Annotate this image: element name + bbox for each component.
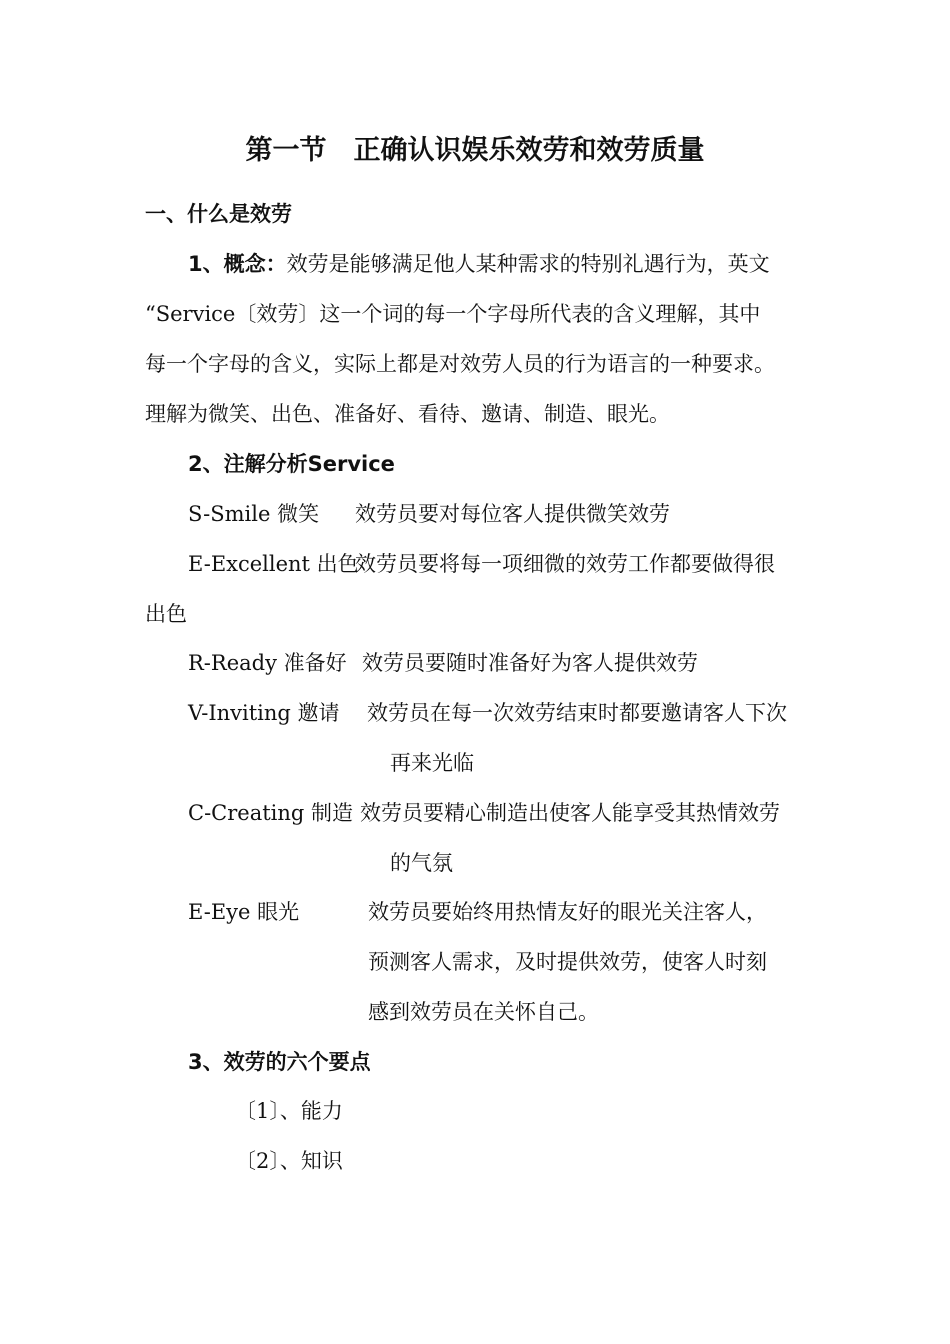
point-item: 〔2〕、知识 [235, 1149, 343, 1173]
term-def-creating: 效劳员要精心制造出使客人能享受其热情效劳 [360, 801, 780, 825]
term-def-inviting: 效劳员在每一次效劳结束时都要邀请客人下次 [367, 701, 787, 725]
points-heading: 3、效劳的六个要点 [188, 1050, 371, 1074]
term-label-smile: S-Smile 微笑 [188, 502, 320, 526]
term-def-smile: 效劳员要对每位客人提供微笑效劳 [355, 502, 670, 526]
term-def-creating-cont: 的气氛 [390, 851, 453, 875]
term-label-excellent: E-Excellent 出色 [188, 552, 359, 576]
term-label-creating: C-Creating 制造 [188, 801, 354, 825]
concept-line-3: 每一个字母的含义，实际上都是对效劳人员的行为语言的一种要求。 [145, 352, 775, 376]
term-def-excellent: 效劳员要将每一项细微的效劳工作都要做得很 [355, 552, 775, 576]
concept-line-4: 理解为微笑、出色、准备好、看待、邀请、制造、眼光。 [145, 402, 670, 426]
term-def-eye-cont-2: 感到效劳员在关怀自己。 [368, 1000, 599, 1024]
analysis-heading: 2、注解分析Service [188, 452, 395, 476]
term-label-ready: R-Ready 准备好 [188, 651, 347, 675]
concept-text: 效劳是能够满足他人某种需求的特别礼遇行为，英文 [286, 252, 770, 276]
section-heading: 一、什么是效劳 [145, 202, 292, 226]
concept-line-1 [188, 250, 770, 278]
term-def-ready: 效劳员要随时准备好为客人提供效劳 [362, 651, 698, 675]
point-item: 〔1〕、能力 [235, 1099, 343, 1123]
term-def-inviting-cont: 再来光临 [390, 751, 474, 775]
page-title: 第一节 正确认识娱乐效劳和效劳质量 [245, 135, 705, 166]
term-def-excellent-cont: 出色 [145, 602, 187, 626]
term-def-eye: 效劳员要始终用热情友好的眼光关注客人， [368, 900, 767, 924]
term-label-inviting: V-Inviting 邀请 [188, 701, 340, 725]
term-label-eye: E-Eye 眼光 [188, 900, 300, 924]
concept-line-2: “Service〔效劳〕这一个词的每一个字母所代表的含义理解，其中 [145, 302, 761, 326]
term-def-eye-cont-1: 预测客人需求，及时提供效劳，使客人时刻 [368, 950, 767, 974]
concept-label: 1、概念： [188, 252, 287, 276]
